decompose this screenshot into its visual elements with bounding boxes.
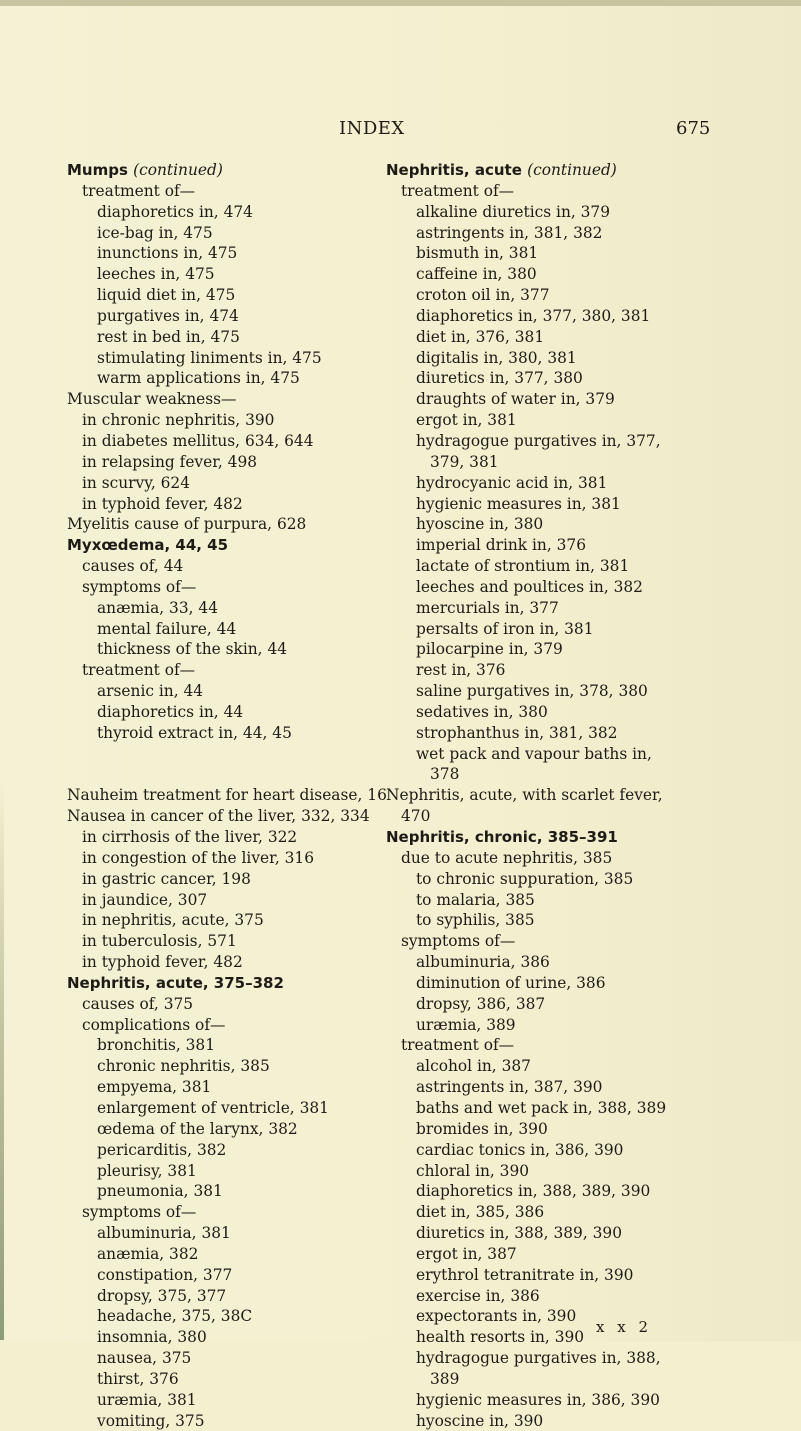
index-entry	[386, 1306, 716, 1327]
index-entry	[386, 1056, 716, 1077]
entry-text: causes of, 375	[82, 994, 194, 1013]
entry-text: 470	[401, 807, 431, 826]
index-entry	[67, 639, 372, 660]
index-entry	[386, 1286, 716, 1307]
index-entry	[67, 848, 372, 869]
entry-text: bismuth in, 381	[416, 244, 539, 263]
index-entry	[67, 660, 372, 681]
index-entry	[67, 1161, 372, 1182]
entry-text: persalts of iron in, 381	[416, 619, 594, 638]
index-entry	[67, 264, 372, 285]
entry-text: treatment of—	[82, 661, 196, 680]
entry-text: treatment of—	[401, 1036, 515, 1055]
index-entry	[386, 1077, 716, 1098]
signature-mark: x x 2	[596, 1318, 652, 1336]
index-entry	[67, 890, 372, 911]
entry-text: symptoms of—	[401, 932, 516, 951]
entry-text: anæmia, 33, 44	[97, 598, 218, 617]
index-entry	[67, 910, 372, 931]
index-entry	[386, 848, 716, 869]
index-entry	[386, 869, 716, 890]
index-entry	[67, 223, 372, 244]
index-entry	[386, 202, 716, 223]
index-entry	[67, 1411, 372, 1431]
entry-text: due to acute nephritis, 385	[401, 848, 613, 867]
entry-text: diaphoretics in, 44	[97, 702, 244, 721]
index-entry	[386, 890, 716, 911]
index-entry	[386, 744, 716, 765]
index-entry	[67, 473, 372, 494]
entry-text: hygienic measures in, 381	[416, 494, 621, 513]
index-entry	[386, 368, 716, 389]
running-head	[0, 118, 801, 142]
entry-text: nausea, 375	[97, 1349, 192, 1368]
entry-text: warm applications in, 475	[97, 369, 300, 388]
index-entry	[386, 494, 716, 515]
index-entry	[386, 473, 716, 494]
index-entry	[386, 1265, 716, 1286]
index-entry	[67, 306, 372, 327]
entry-text: diet in, 376, 381	[416, 327, 545, 346]
index-entry	[386, 1223, 716, 1244]
entry-text: causes of, 44	[82, 557, 184, 576]
entry-text: chronic nephritis, 385	[97, 1057, 270, 1076]
entry-text: to malaria, 385	[416, 890, 535, 909]
entry-text: Nephritis, acute, 375–382	[67, 973, 284, 992]
index-entry	[386, 223, 716, 244]
entry-text: headache, 375, 38C	[97, 1307, 253, 1326]
entry-text: constipation, 377	[97, 1265, 233, 1284]
index-entry	[386, 410, 716, 431]
entry-text: erythrol tetranitrate in, 390	[416, 1265, 634, 1284]
entry-text: astringents in, 387, 390	[416, 1078, 603, 1097]
entry-text: thickness of the skin, 44	[97, 640, 288, 659]
index-entry	[67, 1119, 372, 1140]
index-entry	[386, 952, 716, 973]
blank-line	[67, 744, 372, 765]
index-entry	[67, 1015, 372, 1036]
index-entry	[386, 1369, 716, 1390]
index-entry	[386, 681, 716, 702]
index-entry	[67, 1140, 372, 1161]
entry-text: vomiting, 375	[97, 1411, 205, 1430]
index-entry	[386, 931, 716, 952]
entry-text: hydragogue purgatives in, 388,	[416, 1349, 661, 1368]
index-heading	[67, 535, 372, 556]
index-entry	[67, 1390, 372, 1411]
entry-text: purgatives in, 474	[97, 306, 239, 325]
entry-text: in typhoid fever, 482	[82, 953, 243, 972]
entry-text: Mumps	[67, 161, 134, 179]
index-entry	[386, 1244, 716, 1265]
page-number: 675	[676, 118, 711, 139]
entry-text: mercurials in, 377	[416, 598, 559, 617]
continued-label: (continued)	[133, 161, 223, 179]
entry-text: rest in bed in, 475	[97, 327, 240, 346]
entry-text: symptoms of—	[82, 577, 197, 596]
entry-text: alcohol in, 387	[416, 1057, 531, 1076]
entry-text: bronchitis, 381	[97, 1036, 216, 1055]
entry-text: in relapsing fever, 498	[82, 452, 258, 471]
index-heading	[67, 785, 387, 806]
entry-text: uræmia, 389	[416, 1015, 516, 1034]
entry-text: Nausea in cancer of the liver, 332, 334	[67, 807, 370, 826]
index-entry	[67, 681, 372, 702]
index-entry	[386, 723, 716, 744]
index-entry	[67, 1244, 372, 1265]
index-entry	[386, 598, 716, 619]
entry-text: leeches in, 475	[97, 265, 215, 284]
entry-text: Myxœdema, 44, 45	[67, 536, 229, 555]
entry-text: ergot in, 387	[416, 1244, 517, 1263]
index-heading	[386, 785, 716, 806]
index-entry	[386, 1411, 716, 1431]
index-entry	[386, 1035, 716, 1056]
entry-text: in chronic nephritis, 390	[82, 411, 275, 430]
index-entry	[67, 598, 372, 619]
entry-text: Muscular weakness—	[67, 390, 237, 409]
entry-text: imperial drink in, 376	[416, 536, 587, 555]
entry-text: diaphoretics in, 474	[97, 202, 253, 221]
entry-text: 378	[430, 765, 460, 784]
index-entry	[67, 994, 372, 1015]
entry-text: dropsy, 375, 377	[97, 1286, 227, 1305]
entry-text: wet pack and vapour baths in,	[416, 744, 652, 763]
entry-text: expectorants in, 390	[416, 1307, 577, 1326]
index-entry	[67, 1306, 372, 1327]
entry-text: 379, 381	[430, 452, 499, 471]
entry-text: leeches and poultices in, 382	[416, 577, 643, 596]
index-entry	[67, 243, 372, 264]
entry-text: in cirrhosis of the liver, 322	[82, 828, 298, 846]
index-entry	[386, 556, 716, 577]
index-entry	[67, 931, 372, 952]
index-entry	[386, 243, 716, 264]
entry-text: in gastric cancer, 198	[82, 869, 251, 888]
entry-text: diaphoretics in, 377, 380, 381	[416, 306, 651, 325]
index-entry	[386, 389, 716, 410]
entry-text: diminution of urine, 386	[416, 973, 606, 992]
index-entry	[386, 452, 716, 473]
continued-label: (continued)	[527, 161, 617, 179]
index-entry	[386, 306, 716, 327]
entry-text: in typhoid fever, 482	[82, 494, 243, 513]
entry-text: pleurisy, 381	[97, 1161, 197, 1180]
index-entry	[386, 264, 716, 285]
index-entry	[67, 1035, 372, 1056]
index-entry	[386, 1015, 716, 1036]
index-entry	[67, 348, 372, 369]
index-entry	[386, 1348, 716, 1369]
entry-text: pericarditis, 382	[97, 1140, 227, 1159]
index-entry	[67, 1223, 372, 1244]
entry-text: treatment of—	[401, 181, 515, 200]
index-entry	[386, 1181, 716, 1202]
index-entry	[67, 1202, 372, 1223]
index-entry	[67, 452, 372, 473]
index-entry	[386, 535, 716, 556]
entry-text: ergot in, 381	[416, 411, 517, 430]
entry-text: enlargement of ventricle, 381	[97, 1098, 329, 1117]
entry-text: pneumonia, 381	[97, 1182, 223, 1201]
index-entry	[386, 1140, 716, 1161]
index-column-left	[67, 160, 387, 1431]
entry-text: complications of—	[82, 1015, 226, 1034]
blank-line	[67, 764, 372, 785]
index-entry	[67, 1098, 372, 1119]
index-entry	[386, 1098, 716, 1119]
entry-text: in tuberculosis, 571	[82, 932, 237, 951]
entry-text: in jaundice, 307	[82, 890, 208, 909]
entry-text: œdema of the larynx, 382	[97, 1119, 298, 1138]
entry-text: albuminuria, 386	[416, 953, 550, 972]
entry-text: thyroid extract in, 44, 45	[97, 723, 292, 742]
index-entry	[386, 910, 716, 931]
entry-text: cardiac tonics in, 386, 390	[416, 1140, 624, 1159]
entry-text: in diabetes mellitus, 634, 644	[82, 431, 314, 450]
entry-text: uræmia, 381	[97, 1390, 197, 1409]
entry-text: empyema, 381	[97, 1078, 212, 1097]
entry-text: hydragogue purgatives in, 377,	[416, 431, 661, 450]
entry-text: hyoscine in, 390	[416, 1411, 544, 1430]
entry-text: diuretics in, 388, 389, 390	[416, 1224, 622, 1243]
index-entry	[67, 1265, 372, 1286]
index-heading	[386, 160, 716, 181]
entry-text: croton oil in, 377	[416, 286, 550, 305]
entry-text: anæmia, 382	[97, 1244, 199, 1263]
index-entry	[67, 1181, 372, 1202]
index-entry	[386, 973, 716, 994]
index-entry	[67, 556, 372, 577]
index-entry	[67, 181, 372, 202]
entry-text: arsenic in, 44	[97, 682, 204, 701]
index-entry	[386, 806, 716, 827]
index-entry	[386, 348, 716, 369]
index-entry	[67, 723, 372, 744]
entry-text: caffeine in, 380	[416, 265, 537, 284]
entry-text: treatment of—	[82, 181, 196, 200]
entry-text: hygienic measures in, 386, 390	[416, 1390, 660, 1409]
entry-text: inunctions in, 475	[97, 244, 238, 263]
entry-text: ice-bag in, 475	[97, 223, 213, 242]
index-heading	[67, 806, 372, 827]
index-entry	[67, 494, 372, 515]
index-entry	[386, 514, 716, 535]
index-entry	[386, 327, 716, 348]
entry-text: sedatives in, 380	[416, 702, 548, 721]
index-entry	[386, 1119, 716, 1140]
entry-text: insomnia, 380	[97, 1328, 207, 1347]
index-entry	[386, 1390, 716, 1411]
entry-text: hydrocyanic acid in, 381	[416, 473, 608, 492]
index-entry	[67, 1286, 372, 1307]
entry-text: liquid diet in, 475	[97, 286, 236, 305]
entry-text: symptoms of—	[82, 1203, 197, 1222]
entry-text: saline purgatives in, 378, 380	[416, 682, 648, 701]
entry-text: Nephritis, acute	[386, 161, 528, 179]
entry-text: baths and wet pack in, 388, 389	[416, 1098, 667, 1117]
entry-text: in congestion of the liver, 316	[82, 848, 314, 867]
index-heading	[67, 389, 372, 410]
entry-text: albuminuria, 381	[97, 1224, 231, 1243]
entry-text: Nephritis, chronic, 385–391	[386, 828, 618, 846]
entry-text: Nauheim treatment for heart disease, 16	[67, 786, 387, 805]
index-entry	[67, 368, 372, 389]
index-entry	[67, 619, 372, 640]
index-entry	[67, 202, 372, 223]
entry-text: hyoscine in, 380	[416, 515, 544, 534]
index-entry	[386, 1202, 716, 1223]
entry-text: 389	[430, 1369, 460, 1388]
index-heading	[67, 514, 372, 535]
entry-text: stimulating liniments in, 475	[97, 348, 322, 367]
index-entry	[67, 327, 372, 348]
index-entry	[386, 619, 716, 640]
page-top-edge	[0, 0, 801, 6]
index-heading	[67, 160, 372, 181]
index-entry	[67, 1056, 372, 1077]
entry-text: health resorts in, 390	[416, 1328, 585, 1347]
entry-text: thirst, 376	[97, 1369, 179, 1388]
index-entry	[386, 660, 716, 681]
index-entry	[386, 1161, 716, 1182]
entry-text: in scurvy, 624	[82, 473, 191, 492]
index-entry	[386, 577, 716, 598]
index-entry	[67, 1348, 372, 1369]
index-entry	[386, 181, 716, 202]
entry-text: diuretics in, 377, 380	[416, 369, 583, 388]
index-entry	[386, 285, 716, 306]
entry-text: in nephritis, acute, 375	[82, 911, 264, 930]
entry-text: draughts of water in, 379	[416, 390, 615, 409]
entry-text: diet in, 385, 386	[416, 1203, 545, 1222]
entry-text: to syphilis, 385	[416, 911, 535, 930]
index-entry	[386, 994, 716, 1015]
index-entry	[67, 869, 372, 890]
index-heading	[386, 827, 716, 848]
entry-text: rest in, 376	[416, 661, 506, 680]
index-entry	[67, 1369, 372, 1390]
entry-text: alkaline diuretics in, 379	[416, 202, 611, 221]
entry-text: strophanthus in, 381, 382	[416, 723, 618, 742]
entry-text: mental failure, 44	[97, 619, 237, 638]
entry-text: Myelitis cause of purpura, 628	[67, 515, 307, 534]
index-entry	[386, 431, 716, 452]
index-entry	[386, 702, 716, 723]
entry-text: dropsy, 386, 387	[416, 994, 546, 1013]
entry-text: diaphoretics in, 388, 389, 390	[416, 1182, 651, 1201]
index-entry	[67, 431, 372, 452]
entry-text: astringents in, 381, 382	[416, 223, 603, 242]
index-entry	[67, 952, 372, 973]
page-binding-edge	[0, 780, 4, 1340]
index-entry	[386, 1327, 716, 1348]
entry-text: pilocarpine in, 379	[416, 640, 563, 659]
entry-text: to chronic suppuration, 385	[416, 869, 634, 888]
index-entry	[67, 410, 372, 431]
index-entry	[386, 639, 716, 660]
entry-text: lactate of strontium in, 381	[416, 557, 630, 576]
entry-text: chloral in, 390	[416, 1161, 530, 1180]
page-title: INDEX	[339, 118, 405, 139]
index-entry	[67, 285, 372, 306]
entry-text: exercise in, 386	[416, 1286, 540, 1305]
index-entry	[67, 1077, 372, 1098]
entry-text: Nephritis, acute, with scarlet fever,	[386, 786, 663, 805]
index-entry	[386, 764, 716, 785]
entry-text: digitalis in, 380, 381	[416, 348, 577, 367]
index-entry	[67, 827, 372, 848]
index-entry	[67, 1327, 372, 1348]
index-heading	[67, 973, 372, 994]
index-column-right	[386, 160, 716, 1431]
entry-text: bromides in, 390	[416, 1119, 548, 1138]
index-entry	[67, 702, 372, 723]
index-entry	[67, 577, 372, 598]
